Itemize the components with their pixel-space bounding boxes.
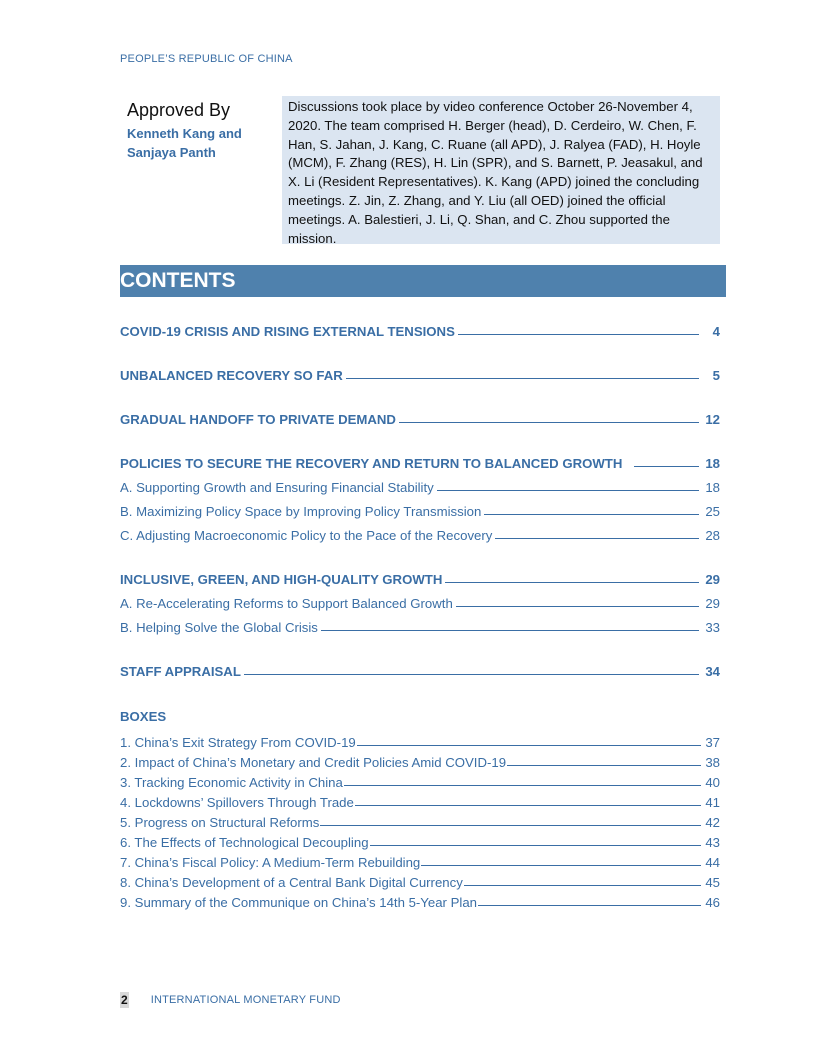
toc-section-4[interactable] xyxy=(120,451,720,471)
toc-section-1[interactable] xyxy=(120,319,720,339)
toc-page: 42 xyxy=(705,815,720,830)
toc-page: 34 xyxy=(705,664,720,679)
toc-label: A. Re-Accelerating Reforms to Support Balanced Growth xyxy=(120,596,453,611)
page-number: 2 xyxy=(121,993,128,1007)
toc-label: B. Helping Solve the Global Crisis xyxy=(120,620,318,635)
toc-section-2[interactable] xyxy=(120,363,720,383)
toc-page: 29 xyxy=(705,572,720,587)
toc-box-6[interactable] xyxy=(120,830,720,850)
toc-leader xyxy=(344,785,701,786)
toc-page: 4 xyxy=(712,324,720,339)
contents-banner xyxy=(120,265,726,297)
toc-leader xyxy=(320,825,701,826)
toc-box-7[interactable] xyxy=(120,850,720,870)
toc-page: 43 xyxy=(705,835,720,850)
toc-leader xyxy=(370,845,701,846)
toc-box-3[interactable] xyxy=(120,770,720,790)
toc-page: 25 xyxy=(705,504,720,519)
toc-box-1[interactable] xyxy=(120,730,720,750)
approved-by-names xyxy=(127,124,277,162)
toc-leader xyxy=(495,538,699,539)
toc-box-4[interactable] xyxy=(120,790,720,810)
toc-page: 41 xyxy=(705,795,720,810)
toc-box-2[interactable] xyxy=(120,750,720,770)
toc-leader xyxy=(357,745,701,746)
toc-label: 7. China’s Fiscal Policy: A Medium-Term Rebuilding xyxy=(120,855,421,870)
toc-page: 40 xyxy=(705,775,720,790)
toc-label: 5. Progress on Structural Reforms xyxy=(120,815,320,830)
toc-leader xyxy=(458,334,699,335)
toc-page: 44 xyxy=(705,855,720,870)
approved-by-block xyxy=(127,99,277,162)
toc-leader xyxy=(484,514,699,515)
toc-label: POLICIES TO SECURE THE RECOVERY AND RETURN TO BALANCED GROWTH xyxy=(120,456,623,471)
toc-page: 18 xyxy=(705,480,720,495)
toc-page: 33 xyxy=(705,620,720,635)
toc-label: INCLUSIVE, GREEN, AND HIGH-QUALITY GROWTH xyxy=(120,572,443,587)
toc-leader xyxy=(437,490,699,491)
toc-page: 38 xyxy=(705,755,720,770)
toc-section-6[interactable] xyxy=(120,659,720,679)
toc-label: 3. Tracking Economic Activity in China xyxy=(120,775,343,790)
toc-label: UNBALANCED RECOVERY SO FAR xyxy=(120,368,343,383)
toc-label: A. Supporting Growth and Ensuring Financial Stability xyxy=(120,480,434,495)
toc-section-3[interactable] xyxy=(120,407,720,427)
toc-leader xyxy=(634,466,699,467)
toc-label: STAFF APPRAISAL xyxy=(120,664,241,679)
toc-leader xyxy=(478,905,701,906)
toc-subsection-4c[interactable] xyxy=(120,523,720,543)
toc-subsection-5a[interactable] xyxy=(120,591,720,611)
toc-leader xyxy=(355,805,701,806)
toc-page: 28 xyxy=(705,528,720,543)
toc-page: 18 xyxy=(705,456,720,471)
running-header: PEOPLE’S REPUBLIC OF CHINA xyxy=(120,53,293,65)
toc-leader xyxy=(244,674,699,675)
page-footer xyxy=(120,992,341,1008)
toc-page: 46 xyxy=(705,895,720,910)
contents-title: CONTENTS xyxy=(120,269,236,292)
toc-label: C. Adjusting Macroeconomic Policy to the Pace of the Recovery xyxy=(120,528,493,543)
toc-leader xyxy=(445,582,699,583)
toc-box-9[interactable] xyxy=(120,890,720,910)
toc-leader xyxy=(456,606,699,607)
toc-label: COVID-19 CRISIS AND RISING EXTERNAL TENSIONS xyxy=(120,324,455,339)
toc-subsection-4a[interactable] xyxy=(120,475,720,495)
toc-page: 45 xyxy=(705,875,720,890)
toc-label: 1. China’s Exit Strategy From COVID-19 xyxy=(120,735,356,750)
approver-line-1: Kenneth Kang and xyxy=(127,126,242,141)
toc-leader xyxy=(399,422,699,423)
toc-page: 12 xyxy=(705,412,720,427)
toc-leader xyxy=(346,378,699,379)
toc-label: 9. Summary of the Communique on China’s 14th 5-Year Plan xyxy=(120,895,477,910)
toc-leader xyxy=(464,885,701,886)
toc-page: 5 xyxy=(712,368,720,383)
boxes-heading: BOXES xyxy=(120,709,167,724)
toc-label: 6. The Effects of Technological Decoupling xyxy=(120,835,369,850)
toc-box-5[interactable] xyxy=(120,810,720,830)
toc-page: 37 xyxy=(705,735,720,750)
toc-box-8[interactable] xyxy=(120,870,720,890)
toc-subsection-4b[interactable] xyxy=(120,499,720,519)
toc-page: 29 xyxy=(705,596,720,611)
toc-leader xyxy=(507,765,701,766)
toc-label: GRADUAL HANDOFF TO PRIVATE DEMAND xyxy=(120,412,396,427)
approver-line-2: Sanjaya Panth xyxy=(127,145,216,160)
footer-publisher: INTERNATIONAL MONETARY FUND xyxy=(150,994,341,1006)
toc-leader xyxy=(421,865,701,866)
toc-label: B. Maximizing Policy Space by Improving Policy Transmission xyxy=(120,504,482,519)
toc-section-5[interactable] xyxy=(120,567,720,587)
toc-label: 8. China’s Development of a Central Bank Digital Currency xyxy=(120,875,463,890)
approved-by-title: Approved By xyxy=(127,100,231,120)
toc-subsection-5b[interactable] xyxy=(120,615,720,635)
toc-label: 4. Lockdowns’ Spillovers Through Trade xyxy=(120,795,354,810)
mission-description-box: Discussions took place by video conference October 26-November 4, 2020. The team comprised H. Berger (head), D. Cerdeiro, W. Chen, F. Han, S. Jahan, J. Kang, C. Ruane (all APD), J. Ralyea (FAD), H. Hoyle (MCM), F. Zhang (RES), H. Lin (SPR), and S. Barnett, P. Jeasakul, and X. Li (Resident Representatives). K. Kang (APD) joined the concluding meetings. Z. Jin, Z. Zhang, and Y. Liu (all OED) joined the official meetings. A. Balestieri, J. Li, Q. Shan, and C. Zhou supported the mission. xyxy=(282,96,720,244)
toc-label: 2. Impact of China’s Monetary and Credit Policies Amid COVID-19 xyxy=(120,755,507,770)
toc-leader xyxy=(321,630,699,631)
